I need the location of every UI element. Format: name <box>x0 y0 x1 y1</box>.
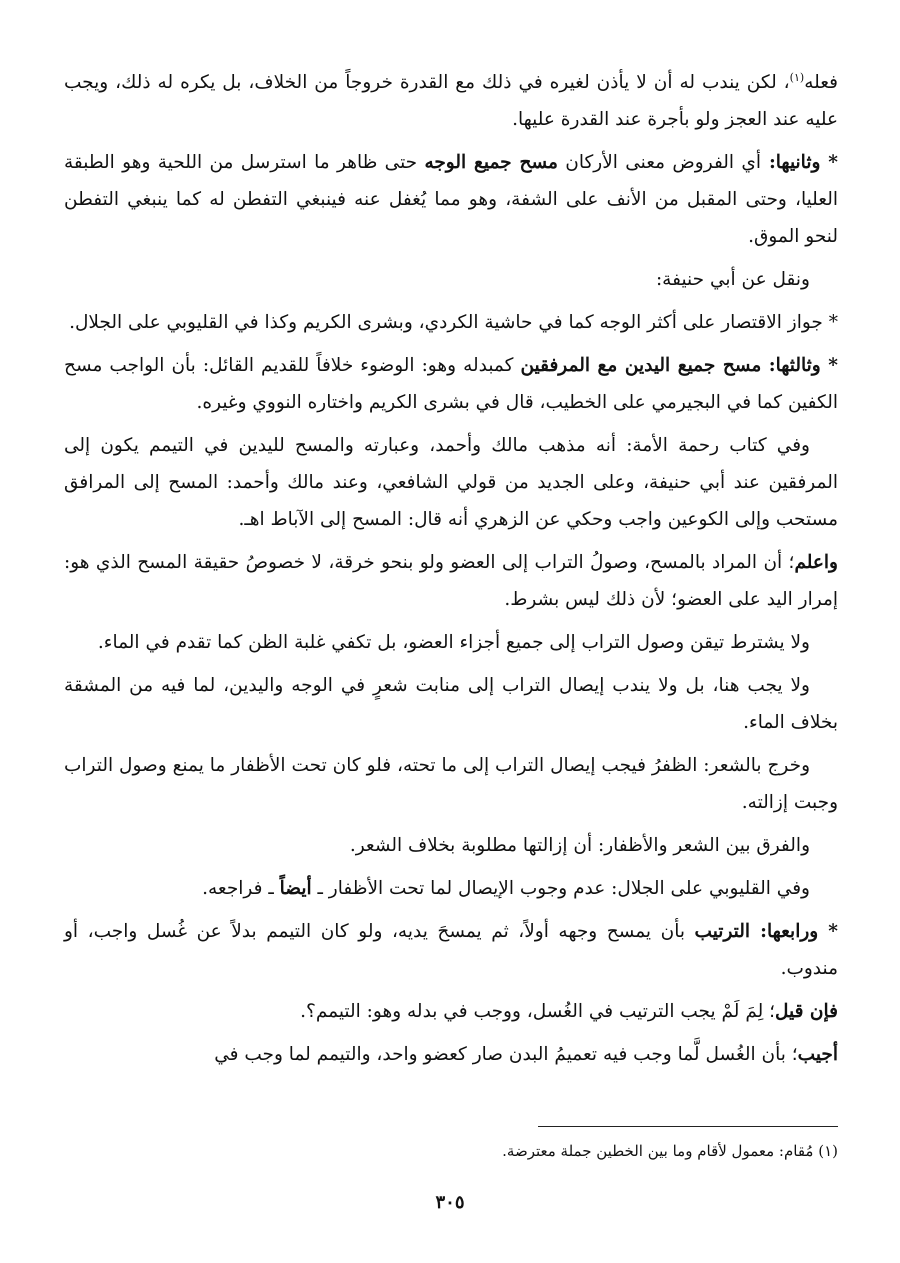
text-segment: ـ فراجعه. <box>202 878 280 899</box>
text-segment: وفي كتاب رحمة الأمة: أنه مذهب مالك وأحمد، وعبارته والمسح لليدين في التيمم يكون إلى المرفقين عند أبي حنيفة، وعلى الجديد من قولي الشافعي، وعند مالك وأحمد: المسح إلى المرافق مستحب وإلى الكوعين واجب وحكي عن الزهري أنه قال: المسح إلى الآباط اهـ. <box>64 435 838 530</box>
text-segment: والفرق بين الشعر والأظفار: أن إزالتها مطلوبة بخلاف الشعر. <box>349 835 810 856</box>
bold-text: * وثانيها: <box>761 152 838 173</box>
footnote-marker: (١) <box>789 70 805 84</box>
paragraph <box>64 667 838 741</box>
bold-text: * وثالثها: مسح جميع اليدين مع المرفقين <box>520 355 838 376</box>
bold-text: فإن قيل <box>775 1001 838 1022</box>
footnote: (١) مُقام: معمول لأقام وما بين الخطين جملة معترضة. <box>502 1142 838 1160</box>
paragraph <box>64 347 838 421</box>
text-segment: أي الفروض معنى الأركان <box>557 152 762 173</box>
paragraph <box>64 304 838 341</box>
text-segment: وخرج بالشعر: الظفرُ فيجب إيصال التراب إلى ما تحته، فلو كان تحت الأظفار ما يمنع وصول التراب وجبت إزالته. <box>64 755 838 813</box>
bold-text: * ورابعها: الترتيب <box>694 921 838 942</box>
bold-text: واعلم <box>794 552 838 573</box>
text-segment: ؛ أن المراد بالمسح، وصولُ التراب إلى العضو ولو بنحو خرقة، لا خصوصُ حقيقة المسح الذي هو: إمرار اليد على العضو؛ لأن ذلك ليس بشرط. <box>64 552 838 610</box>
paragraph <box>64 64 838 138</box>
paragraph <box>64 870 838 907</box>
bold-text: أجيب <box>797 1044 838 1065</box>
paragraph <box>64 624 838 661</box>
paragraph <box>64 544 838 618</box>
footnote-separator <box>538 1126 838 1127</box>
paragraph <box>64 827 838 864</box>
text-segment: ، لكن يندب له أن لا يأذن لغيره في ذلك مع القدرة خروجاً من الخلاف، بل يكره له ذلك، ويجب عليه عند العجز ولو بأجرة عند القدرة عليها. <box>64 72 838 130</box>
text-segment: ولا يشترط تيقن وصول التراب إلى جميع أجزاء العضو، بل تكفي غلبة الظن كما تقدم في الماء. <box>97 632 810 653</box>
text-segment: بأن يمسح وجهه أولاً، ثم يمسحَ يديه، ولو كان التيمم بدلاً عن غُسل واجب، أو مندوب. <box>64 921 838 979</box>
text-segment: ؛ بأن الغُسل لَّما وجب فيه تعميمُ البدن صار كعضو واحد، والتيمم لما وجب في <box>214 1044 798 1065</box>
text-segment: حتى ظاهر ما استرسل من اللحية وهو الطبقة العليا، وحتى المقبل من الأنف على الشفة، وهو مما يُغفل عنه فينبغي التفطن له كما ينبغي التفطن لنحو الموق. <box>64 152 838 247</box>
paragraph <box>64 144 838 255</box>
text-segment: فعله <box>804 72 838 93</box>
bold-text: مسح جميع الوجه <box>424 152 558 173</box>
paragraph <box>64 1036 838 1073</box>
paragraph <box>64 993 838 1030</box>
page-number: ٣٠٥ <box>435 1192 465 1213</box>
body-text <box>64 64 838 1073</box>
paragraph <box>64 747 838 821</box>
paragraph <box>64 261 838 298</box>
bold-text: أيضاً <box>279 878 312 899</box>
paragraph <box>64 427 838 538</box>
text-segment: ؛ لِمَ لَمْ يجب الترتيب في الغُسل، ووجب في بدله وهو: التيمم؟. <box>300 1001 776 1022</box>
text-segment: وفي القليوبي على الجلال: عدم وجوب الإيصال لما تحت الأظفار ـ <box>311 878 810 899</box>
text-segment: كمبدله وهو: الوضوء خلافاً للقديم القائل: بأن الواجب مسح الكفين كما في البجيرمي على الخطيب، قال في بشرى الكريم واختاره النووي وغيره. <box>64 355 838 413</box>
text-segment: * جواز الاقتصار على أكثر الوجه كما في حاشية الكردي، وبشرى الكريم وكذا في القليوبي على الجلال. <box>69 312 838 333</box>
text-segment: ونقل عن أبي حنيفة: <box>655 269 810 290</box>
paragraph <box>64 913 838 987</box>
text-segment: ولا يجب هنا، بل ولا يندب إيصال التراب إلى منابت شعرٍ في الوجه واليدين، لما فيه من المشقة بخلاف الماء. <box>64 675 838 733</box>
